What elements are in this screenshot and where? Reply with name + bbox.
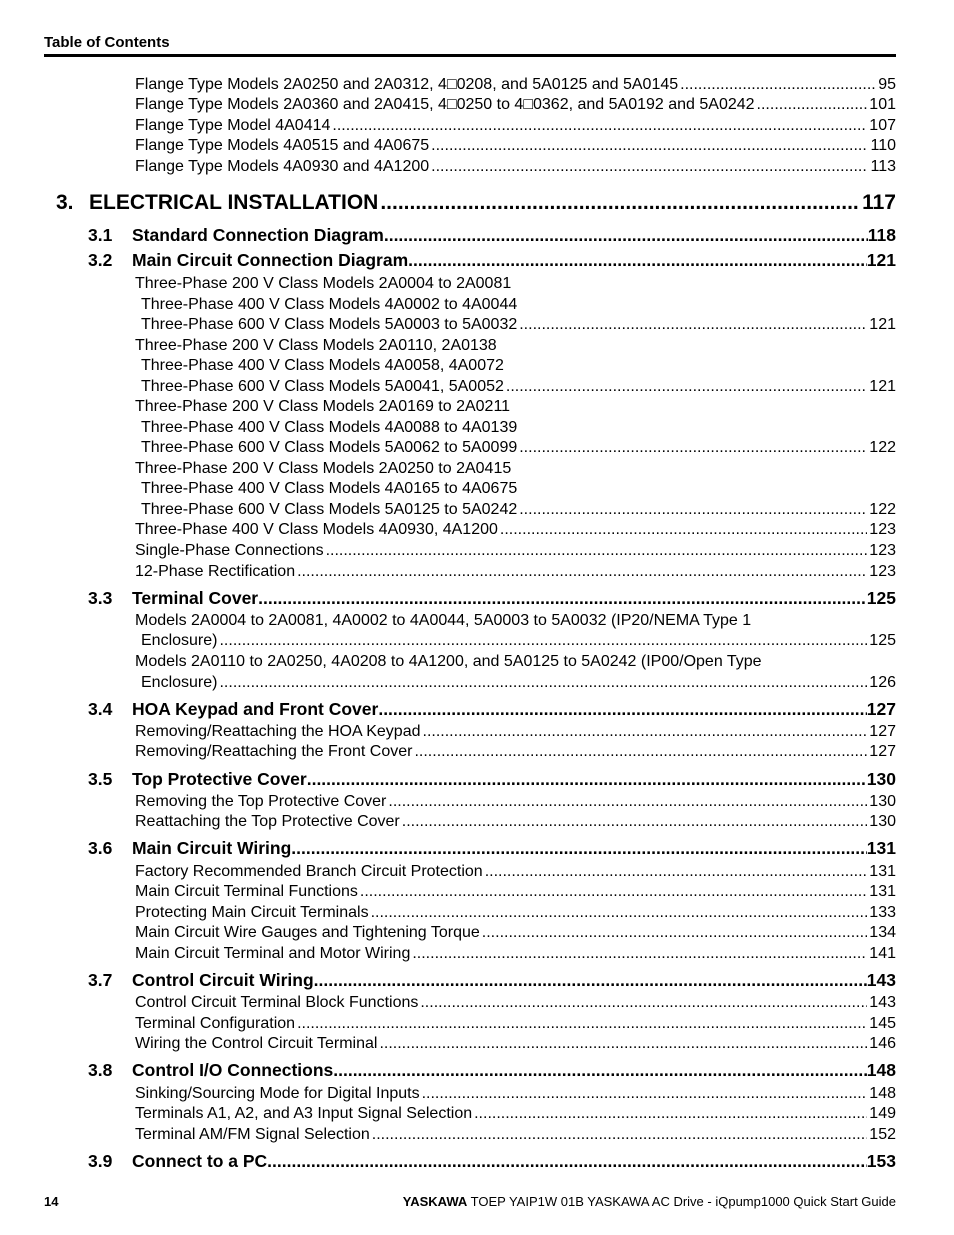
- dot-leader: [332, 117, 867, 135]
- toc-entry-title: Sinking/Sourcing Mode for Digital Inputs: [135, 1085, 420, 1102]
- toc-entry-page: 149: [869, 1105, 896, 1122]
- toc-entry[interactable]: [135, 743, 896, 761]
- chapter-number: 3.: [56, 191, 74, 214]
- toc-entry-title: Removing the Top Protective Cover: [135, 793, 387, 810]
- toc-entry[interactable]: [135, 542, 896, 560]
- toc-section-3-8[interactable]: [88, 1060, 896, 1081]
- toc-entry-title: Removing/Reattaching the HOA Keypad: [135, 723, 421, 740]
- dot-leader: [414, 743, 867, 761]
- toc-chapter-3[interactable]: [56, 191, 896, 215]
- section-title: Control I/O Connections: [132, 1060, 334, 1080]
- footer-page-number: 14: [44, 1194, 59, 1209]
- dot-leader: [380, 191, 860, 215]
- dot-leader: [219, 632, 867, 650]
- dot-leader: [378, 699, 866, 720]
- toc-entry-page: 131: [869, 883, 896, 900]
- toc-entry[interactable]: [135, 863, 896, 881]
- section-page: 153: [866, 1151, 896, 1171]
- section-page: 143: [866, 970, 896, 990]
- dot-leader: [326, 542, 868, 560]
- dot-leader: [314, 970, 867, 991]
- toc-entry-page: 130: [869, 793, 896, 810]
- toc-entry-page: 95: [878, 76, 896, 93]
- dot-leader: [388, 793, 867, 811]
- dot-leader: [408, 250, 867, 271]
- toc-entry-page: 125: [869, 632, 896, 649]
- section-number: 3.2: [88, 250, 113, 270]
- dot-leader: [219, 674, 867, 692]
- dot-leader: [519, 439, 867, 457]
- dot-leader: [333, 1060, 867, 1081]
- toc-section-3-9[interactable]: [88, 1151, 896, 1172]
- section-page: 121: [866, 250, 896, 270]
- toc-entry-page: 121: [869, 378, 896, 395]
- toc-entry-title: Terminal AM/FM Signal Selection: [135, 1126, 370, 1143]
- toc-entry[interactable]: [135, 945, 896, 963]
- toc-entry-page: 123: [869, 563, 896, 580]
- section-page: 125: [866, 588, 896, 608]
- toc-entry-title: Main Circuit Terminal and Motor Wiring: [135, 945, 411, 962]
- toc-entry-title: Three-Phase 600 V Class Models 5A0125 to 5A0242: [141, 501, 518, 518]
- toc-entry[interactable]: [135, 1105, 896, 1123]
- toc-section-3-7[interactable]: [88, 970, 896, 991]
- toc-entry-line[interactable]: Models 2A0110 to 2A0250, 4A0208 to 4A1200, and 5A0125 to 5A0242 (IP00/Open Type: [135, 653, 762, 670]
- section-title: Standard Connection Diagram: [132, 225, 384, 245]
- toc-entry-title: Enclosure): [141, 674, 218, 691]
- toc-entry[interactable]: [135, 521, 896, 539]
- section-title: Connect to a PC: [132, 1151, 268, 1171]
- toc-entry-line[interactable]: Three-Phase 200 V Class Models 2A0004 to 2A0081: [135, 275, 512, 292]
- toc-entry-title: Reattaching the Top Protective Cover: [135, 813, 400, 830]
- toc-entry-title: Three-Phase 600 V Class Models 5A0003 to 5A0032: [141, 316, 518, 333]
- section-number: 3.8: [88, 1060, 113, 1080]
- toc-entry[interactable]: [135, 813, 896, 831]
- dot-leader: [474, 1105, 867, 1123]
- section-number: 3.1: [88, 225, 113, 245]
- toc-entry-title: Factory Recommended Branch Circuit Protection: [135, 863, 483, 880]
- toc-entry[interactable]: [141, 674, 896, 692]
- section-number: 3.5: [88, 769, 113, 789]
- toc-entry-page: 131: [869, 863, 896, 880]
- toc-entry-page: 123: [869, 542, 896, 559]
- toc-section-3-4[interactable]: [88, 699, 896, 720]
- toc-entry-title: Flange Type Models 2A0360 and 2A0415, 4□0250 to 4□0362, and 5A0192 and 5A0242: [135, 96, 755, 113]
- toc-entry[interactable]: [135, 137, 896, 155]
- section-page: 127: [866, 699, 896, 719]
- dot-leader: [423, 723, 868, 741]
- toc-entry[interactable]: [135, 1015, 896, 1033]
- toc-entry-line[interactable]: Three-Phase 400 V Class Models 4A0058, 4A0072: [141, 357, 504, 374]
- toc-entry-title: Terminal Configuration: [135, 1015, 296, 1032]
- toc-entry-page: 134: [869, 924, 896, 941]
- toc-entry[interactable]: [135, 904, 896, 922]
- toc-entry-page: 101: [869, 96, 896, 113]
- section-page: 131: [866, 838, 896, 858]
- toc-entry-title: Three-Phase 600 V Class Models 5A0062 to 5A0099: [141, 439, 518, 456]
- section-title: HOA Keypad and Front Cover: [132, 699, 379, 719]
- dot-leader: [500, 521, 867, 539]
- dot-leader: [485, 863, 868, 881]
- toc-entry-title: Wiring the Control Circuit Terminal: [135, 1035, 378, 1052]
- toc-entry-page: 143: [869, 994, 896, 1011]
- section-title: Top Protective Cover: [132, 769, 307, 789]
- toc-entry[interactable]: [135, 563, 896, 581]
- toc-entry-line[interactable]: Three-Phase 200 V Class Models 2A0110, 2A0138: [135, 337, 497, 354]
- dot-leader: [267, 1151, 867, 1172]
- toc-entry-page: 127: [869, 723, 896, 740]
- dot-leader: [420, 994, 867, 1012]
- dot-leader: [431, 158, 868, 176]
- toc-entry[interactable]: [141, 378, 896, 396]
- section-page: 148: [866, 1060, 896, 1080]
- toc-entry-line[interactable]: Three-Phase 200 V Class Models 2A0169 to 2A0211: [135, 398, 511, 415]
- toc-entry[interactable]: [135, 994, 896, 1012]
- toc-entry-title: Control Circuit Terminal Block Functions: [135, 994, 419, 1011]
- section-number: 3.9: [88, 1151, 113, 1171]
- toc-entry[interactable]: [135, 1035, 896, 1053]
- toc-entry[interactable]: [135, 76, 896, 94]
- dot-leader: [291, 838, 867, 859]
- toc-entry-title: Three-Phase 600 V Class Models 5A0041, 5A0052: [141, 378, 504, 395]
- toc-section-3-3[interactable]: [88, 588, 896, 609]
- dot-leader: [402, 813, 868, 831]
- footer-brand: YASKAWA: [402, 1194, 468, 1209]
- toc-entry[interactable]: [135, 793, 896, 811]
- toc-section-3-5[interactable]: [88, 769, 896, 790]
- section-title: Control Circuit Wiring: [132, 970, 314, 990]
- toc-entry-page: 126: [869, 674, 896, 691]
- toc-entry-title: Flange Type Models 4A0930 and 4A1200: [135, 158, 430, 175]
- toc-entry-page: 130: [869, 813, 896, 830]
- toc-entry-title: Flange Type Model 4A0414: [135, 117, 331, 134]
- dot-leader: [757, 96, 868, 114]
- chapter-title: ELECTRICAL INSTALLATION: [89, 191, 379, 214]
- toc-entry[interactable]: [141, 439, 896, 457]
- toc-entry-line[interactable]: Three-Phase 400 V Class Models 4A0165 to 4A0675: [141, 480, 518, 497]
- toc-entry-title: Flange Type Models 2A0250 and 2A0312, 4□0208, and 5A0125 and 5A0145: [135, 76, 679, 93]
- dot-leader: [297, 563, 867, 581]
- dot-leader: [297, 1015, 867, 1033]
- footer-doc-title: [403, 1194, 896, 1209]
- toc-entry-page: 133: [869, 904, 896, 921]
- toc-entry-title: Main Circuit Wire Gauges and Tightening Torque: [135, 924, 480, 941]
- toc-entry-title: Protecting Main Circuit Terminals: [135, 904, 369, 921]
- toc-entry-line[interactable]: Models 2A0004 to 2A0081, 4A0002 to 4A0044, 5A0003 to 5A0032 (IP20/NEMA Type 1: [135, 612, 752, 629]
- toc-entry[interactable]: [135, 924, 896, 942]
- toc-entry[interactable]: [135, 158, 896, 176]
- toc-entry-line[interactable]: Three-Phase 400 V Class Models 4A0002 to 4A0044: [141, 296, 518, 313]
- dot-leader: [307, 769, 867, 790]
- toc-entry-title: Single-Phase Connections: [135, 542, 324, 559]
- toc-entry-title: 12-Phase Rectification: [135, 563, 296, 580]
- toc-entry-page: 152: [869, 1126, 896, 1143]
- section-number: 3.7: [88, 970, 113, 990]
- dot-leader: [431, 137, 868, 155]
- section-title: Main Circuit Wiring: [132, 838, 292, 858]
- section-title: Main Circuit Connection Diagram: [132, 250, 409, 270]
- dot-leader: [371, 904, 868, 922]
- toc-entry[interactable]: [135, 117, 896, 135]
- dot-leader: [372, 1126, 868, 1144]
- header-rule: [44, 54, 896, 57]
- section-number: 3.3: [88, 588, 113, 608]
- dot-leader: [360, 883, 867, 901]
- toc-entry-title: Terminals A1, A2, and A3 Input Signal Selection: [135, 1105, 473, 1122]
- toc-entry-title: Three-Phase 400 V Class Models 4A0930, 4A1200: [135, 521, 498, 538]
- footer-doc-name: TOEP YAIP1W 01B YASKAWA AC Drive - iQpump1000 Quick Start Guide: [470, 1194, 896, 1209]
- toc-section-3-2[interactable]: [88, 250, 896, 271]
- toc-entry-title: Enclosure): [141, 632, 218, 649]
- toc-entry-page: 141: [869, 945, 896, 962]
- toc-entry[interactable]: [135, 1085, 896, 1103]
- toc-entry-page: 122: [869, 439, 896, 456]
- dot-leader: [384, 225, 868, 246]
- toc-section-3-6[interactable]: [88, 838, 896, 859]
- dot-leader: [379, 1035, 867, 1053]
- toc-entry-line[interactable]: Three-Phase 200 V Class Models 2A0250 to 2A0415: [135, 460, 512, 477]
- toc-entry-page: 127: [869, 743, 896, 760]
- section-number: 3.6: [88, 838, 113, 858]
- toc-entry-page: 123: [869, 521, 896, 538]
- section-number: 3.4: [88, 699, 113, 719]
- toc-entry-title: Flange Type Models 4A0515 and 4A0675: [135, 137, 430, 154]
- toc-entry-title: Main Circuit Terminal Functions: [135, 883, 358, 900]
- toc-entry-line[interactable]: Three-Phase 400 V Class Models 4A0088 to 4A0139: [141, 419, 518, 436]
- chapter-page: 117: [862, 191, 896, 214]
- section-page: 118: [867, 225, 896, 245]
- toc-entry-page: 107: [869, 117, 896, 134]
- section-page: 130: [866, 769, 896, 789]
- toc-entry[interactable]: [135, 1126, 896, 1144]
- toc-entry[interactable]: [141, 316, 896, 334]
- dot-leader: [506, 378, 867, 396]
- toc-entry-page: 122: [869, 501, 896, 518]
- toc-entry-page: 146: [869, 1035, 896, 1052]
- toc-entry[interactable]: [141, 501, 896, 519]
- dot-leader: [519, 501, 867, 519]
- toc-entry[interactable]: [135, 96, 896, 114]
- dot-leader: [482, 924, 868, 942]
- toc-entry[interactable]: [135, 883, 896, 901]
- page-header-title: Table of Contents: [44, 34, 170, 51]
- dot-leader: [422, 1085, 868, 1103]
- toc-entry[interactable]: [135, 723, 896, 741]
- toc-entry-page: 121: [869, 316, 896, 333]
- dot-leader: [258, 588, 867, 609]
- section-title: Terminal Cover: [132, 588, 259, 608]
- toc-section-3-1[interactable]: [88, 225, 896, 246]
- dot-leader: [412, 945, 867, 963]
- toc-entry-title: Removing/Reattaching the Front Cover: [135, 743, 413, 760]
- toc-entry-page: 145: [869, 1015, 896, 1032]
- toc-entry[interactable]: [141, 632, 896, 650]
- dot-leader: [680, 76, 876, 94]
- dot-leader: [519, 316, 867, 334]
- toc-entry-page: 148: [869, 1085, 896, 1102]
- toc-entry-page: 110: [870, 137, 896, 154]
- toc-entry-page: 113: [870, 158, 896, 175]
